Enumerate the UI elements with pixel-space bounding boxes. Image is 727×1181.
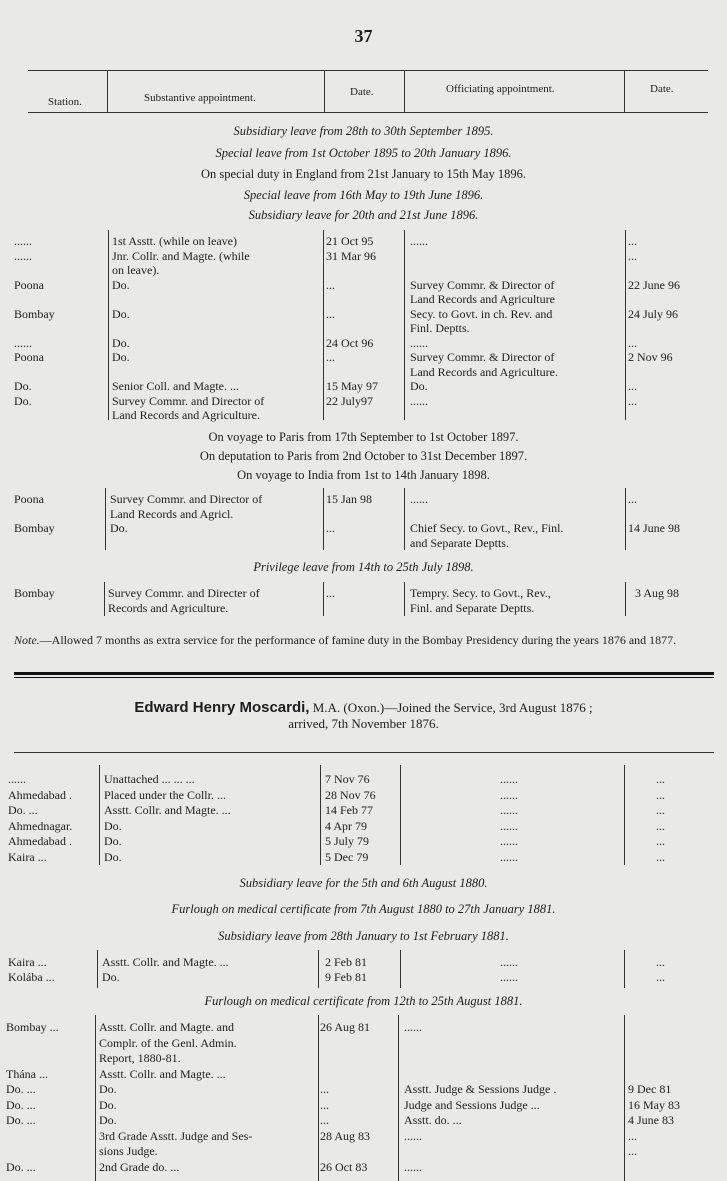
officiating-cell: ...... <box>410 335 428 350</box>
date-cell: 15 Jan 98 <box>326 492 372 506</box>
header-bottom-rule <box>28 112 708 113</box>
leave-line: Subsidiary leave for the 5th and 6th August 1880. <box>239 876 488 890</box>
appointment-cell: 2nd Grade do. ... <box>99 1159 180 1174</box>
officiating-cell: Survey Commr. & Director of <box>410 277 555 292</box>
officiating-date-cell: ... <box>628 335 637 350</box>
table-top-rule <box>14 752 714 753</box>
officiating-cell: ...... <box>500 834 518 848</box>
officiating-cell: ...... <box>500 803 518 817</box>
column-divider <box>107 70 108 112</box>
header-date: Date. <box>350 86 374 98</box>
table-row <box>0 834 727 850</box>
appointment-cell: Do. <box>99 1097 117 1112</box>
date-cell: 15 May 97 <box>326 379 378 393</box>
officiating-cell: Judge and Sessions Judge ... <box>404 1097 540 1112</box>
station-cell: Thána ... <box>6 1066 48 1081</box>
table-row <box>0 408 727 424</box>
officiating-cell: ...... <box>500 772 518 786</box>
leave-line: On voyage to Paris from 17th September to 1st October 1897. <box>208 430 519 444</box>
appointment-cell: Records and Agriculture. <box>108 600 229 615</box>
station-cell: Do. <box>14 379 32 393</box>
date-cell: 31 Mar 96 <box>326 248 376 263</box>
date-cell: 5 Dec 79 <box>325 849 369 864</box>
station-cell: ...... <box>14 335 32 350</box>
officiating-cell: ...... <box>500 955 518 969</box>
appointment-cell: on leave). <box>112 263 160 277</box>
appointment-cell: Asstt. Collr. and Magte. and <box>99 1020 234 1034</box>
table-row <box>0 819 727 835</box>
header-station: Station. <box>48 96 82 108</box>
officiating-date-cell: ... <box>656 818 665 833</box>
appointment-cell: Do. <box>102 970 120 984</box>
appointment-cell: Do. <box>112 277 130 292</box>
station-cell: Poona <box>14 492 44 506</box>
station-cell: Bombay ... <box>6 1020 59 1034</box>
date-cell: 21 Oct 95 <box>326 234 374 248</box>
appointment-cell: Report, 1880-81. <box>99 1051 181 1065</box>
officiating-cell: Secy. to Govt. in ch. Rev. and <box>410 306 553 321</box>
date-cell: 5 July 79 <box>325 834 370 848</box>
officiating-cell: Finl. and Separate Deptts. <box>410 600 535 615</box>
officiating-date-cell: ... <box>656 955 665 969</box>
table-row <box>0 1129 727 1145</box>
officiating-cell: ...... <box>410 393 428 408</box>
officiating-cell: ...... <box>404 1128 422 1143</box>
appointment-cell: Do. <box>112 306 130 321</box>
date-cell: ... <box>326 306 335 321</box>
section-divider <box>14 672 714 675</box>
date-cell: 14 Feb 77 <box>325 803 373 817</box>
officiating-cell: ...... <box>404 1159 422 1174</box>
officiating-cell: ...... <box>500 970 518 984</box>
officiating-date-cell: ... <box>656 787 665 802</box>
station-cell: Do. ... <box>8 803 38 817</box>
note-label: Note. <box>14 633 40 647</box>
column-divider <box>404 70 405 112</box>
table-row <box>0 1067 727 1083</box>
officiating-cell: ...... <box>410 234 428 248</box>
officiating-date-cell: 24 July 96 <box>628 306 679 321</box>
officiating-date-cell: ... <box>628 1128 637 1143</box>
officiating-date-cell: ... <box>628 379 637 393</box>
appointment-cell: Do. <box>104 849 122 864</box>
date-cell: 26 Aug 81 <box>320 1020 371 1034</box>
officiating-date-cell: ... <box>628 393 637 408</box>
date-cell: 7 Nov 76 <box>325 772 370 786</box>
station-cell: Ahmedabad . <box>8 834 72 848</box>
appointment-cell: Survey Commr. and Director of <box>110 492 263 506</box>
officiating-cell: Tempry. Secy. to Govt., Rev., <box>410 586 551 600</box>
officiating-cell: Do. <box>410 379 428 393</box>
appointment-cell: Do. <box>99 1113 117 1127</box>
appointment-cell: Land Records and Agricl. <box>110 506 234 521</box>
column-divider <box>324 70 325 112</box>
date-cell: 28 Nov 76 <box>325 787 376 802</box>
appointment-cell: Survey Commr. and Director of <box>112 393 265 408</box>
officiating-date-cell: 2 Nov 96 <box>628 350 673 364</box>
appointment-cell: Do. <box>112 350 130 364</box>
appointment-cell: Do. <box>110 521 128 535</box>
table-row <box>0 1036 727 1052</box>
appointment-cell: Jnr. Collr. and Magte. (while <box>112 248 250 263</box>
officiating-date-cell: 4 June 83 <box>628 1113 674 1127</box>
appointment-cell: Land Records and Agriculture. <box>112 408 260 422</box>
date-cell: ... <box>326 586 335 600</box>
officiating-cell: Finl. Deptts. <box>410 321 470 335</box>
note <box>14 632 714 648</box>
leave-line: Furlough on medical certificate from 7th August 1880 to 27th January 1881. <box>171 902 556 916</box>
appointment-cell: Survey Commr. and Directer of <box>108 586 260 600</box>
table-row <box>0 536 727 552</box>
header-date-2: Date. <box>650 83 674 95</box>
station-cell: Kolába ... <box>8 970 55 984</box>
officiating-cell: Land Records and Agriculture <box>410 292 555 306</box>
table-row <box>0 1160 727 1176</box>
station-cell: ...... <box>8 772 26 786</box>
table-row <box>0 1051 727 1067</box>
appointment-cell: Complr. of the Genl. Admin. <box>99 1035 237 1050</box>
officiating-cell: Asstt. Judge & Sessions Judge . <box>404 1082 557 1096</box>
station-cell: ...... <box>14 248 32 263</box>
date-cell: ... <box>320 1097 329 1112</box>
date-cell: ... <box>326 521 335 535</box>
appointment-cell: Asstt. Collr. and Magte. ... <box>104 803 231 817</box>
table-row <box>0 850 727 866</box>
station-cell: Poona <box>14 277 44 292</box>
leave-line: On deputation to Paris from 2nd October to 31st December 1897. <box>199 449 528 463</box>
date-cell: ... <box>320 1113 329 1127</box>
station-cell: Do. ... <box>6 1113 36 1127</box>
appointment-cell: Senior Coll. and Magte. ... <box>112 379 239 393</box>
officiating-date-cell: 14 June 98 <box>628 521 680 535</box>
officiating-date-cell: ... <box>628 492 637 506</box>
leave-line: Subsidiary leave from 28th to 30th September 1895. <box>233 124 494 138</box>
officiating-date-cell: ... <box>628 234 637 248</box>
header-officiating: Officiating appointment. <box>446 83 555 95</box>
column-divider <box>624 70 625 112</box>
header-top-rule <box>28 70 708 71</box>
date-cell: 4 Apr 79 <box>325 818 367 833</box>
appointment-cell: 1st Asstt. (while on leave) <box>112 234 237 248</box>
table-row <box>0 1098 727 1114</box>
date-cell: ... <box>326 277 335 292</box>
appointment-cell: Asstt. Collr. and Magte. ... <box>102 955 229 969</box>
officiating-cell: Land Records and Agriculture. <box>410 364 558 379</box>
table-row <box>0 1020 727 1036</box>
table-row <box>0 1082 727 1098</box>
officiating-cell: ...... <box>500 849 518 864</box>
officiating-date-cell: ... <box>656 772 665 786</box>
table-row <box>0 788 727 804</box>
station-cell: ...... <box>14 234 32 248</box>
date-cell: ... <box>320 1082 329 1096</box>
appointment-cell: sions Judge. <box>99 1144 158 1158</box>
leave-line: Furlough on medical certificate from 12th to 25th August 1881. <box>204 994 523 1008</box>
header-substantive: Substantive appointment. <box>144 92 256 104</box>
table-row <box>0 955 727 971</box>
officiating-date-cell: ... <box>628 248 637 263</box>
officiating-cell: ...... <box>410 492 428 506</box>
appointment-cell: Asstt. Collr. and Magte. ... <box>99 1066 226 1081</box>
officer-line2: arrived, 7th November 1876. <box>288 716 439 731</box>
officiating-date-cell: 22 June 96 <box>628 277 680 292</box>
officiating-date-cell: ... <box>656 803 665 817</box>
officiating-date-cell: ... <box>656 834 665 848</box>
leave-line: Subsidiary leave for 20th and 21st June 1896. <box>248 208 479 222</box>
table-row <box>0 803 727 819</box>
appointment-cell: 3rd Grade Asstt. Judge and Ses- <box>99 1128 253 1143</box>
station-cell: Kaira ... <box>8 955 47 969</box>
appointment-cell: Do. <box>112 335 130 350</box>
station-cell: Do. ... <box>6 1097 36 1112</box>
leave-line: On voyage to India from 1st to 14th January 1898. <box>237 468 490 482</box>
leave-line: Privilege leave from 14th to 25th July 1898. <box>253 560 474 574</box>
leave-line: On special duty in England from 21st January to 15th May 1896. <box>201 167 526 181</box>
leave-line: Special leave from 16th May to 19th June 1896. <box>243 188 484 202</box>
officer-line1: M.A. (Oxon.)—Joined the Service, 3rd August 1876 ; <box>309 700 593 715</box>
station-cell: Bombay <box>14 306 55 321</box>
table-row <box>0 772 727 788</box>
date-cell: 24 Oct 96 <box>326 335 374 350</box>
officer-name: Edward Henry Moscardi, <box>134 699 310 716</box>
station-cell: Bombay <box>14 586 55 600</box>
officiating-cell: ...... <box>500 818 518 833</box>
table-row <box>0 970 727 986</box>
officiating-date-cell: ... <box>656 849 665 864</box>
officiating-cell: ...... <box>404 1020 422 1034</box>
appointment-cell: Placed under the Collr. ... <box>104 787 226 802</box>
date-cell: 22 July97 <box>326 393 374 408</box>
station-cell: Kaira ... <box>8 849 47 864</box>
officiating-date-cell: ... <box>656 970 665 984</box>
station-cell: Bombay <box>14 521 55 535</box>
note-text: —Allowed 7 months as extra service for the performance of famine duty in the Bombay Presidency during the years 1876 and 1877. <box>39 633 677 647</box>
date-cell: 2 Feb 81 <box>325 955 367 969</box>
table-row <box>0 1144 727 1160</box>
section-divider <box>14 677 714 678</box>
date-cell: 28 Aug 83 <box>320 1128 371 1143</box>
date-cell: 26 Oct 83 <box>320 1159 368 1174</box>
appointment-cell: Do. <box>104 818 122 833</box>
officiating-cell: ...... <box>500 787 518 802</box>
station-cell: Do. ... <box>6 1159 36 1174</box>
leave-line: Special leave from 1st October 1895 to 20th January 1896. <box>215 146 512 160</box>
officiating-date-cell: 9 Dec 81 <box>628 1082 672 1096</box>
appointment-cell: Do. <box>99 1082 117 1096</box>
station-cell: Do. ... <box>6 1082 36 1096</box>
station-cell: Poona <box>14 350 44 364</box>
officiating-cell: Survey Commr. & Director of <box>410 350 555 364</box>
officiating-date-cell: 3 Aug 98 <box>635 586 680 600</box>
station-cell: Ahmedabad . <box>8 787 72 802</box>
officiating-cell: Chief Secy. to Govt., Rev., Finl. <box>410 521 564 535</box>
appointment-cell: Unattached ... ... ... <box>104 772 195 786</box>
station-cell: Ahmednagar. <box>8 818 73 833</box>
officer-heading <box>0 700 727 732</box>
station-cell: Do. <box>14 393 32 408</box>
date-cell: ... <box>326 350 335 364</box>
date-cell: 9 Feb 81 <box>325 970 367 984</box>
page-number: 37 <box>354 26 373 46</box>
officiating-cell: Asstt. do. ... <box>404 1113 462 1127</box>
officiating-cell: and Separate Deptts. <box>410 535 509 550</box>
table-row <box>0 601 727 617</box>
table-row <box>0 1113 727 1129</box>
officiating-date-cell: 16 May 83 <box>628 1097 680 1112</box>
appointment-cell: Do. <box>104 834 122 848</box>
leave-line: Subsidiary leave from 28th January to 1st February 1881. <box>218 929 509 943</box>
officiating-date-cell: ... <box>628 1144 637 1158</box>
